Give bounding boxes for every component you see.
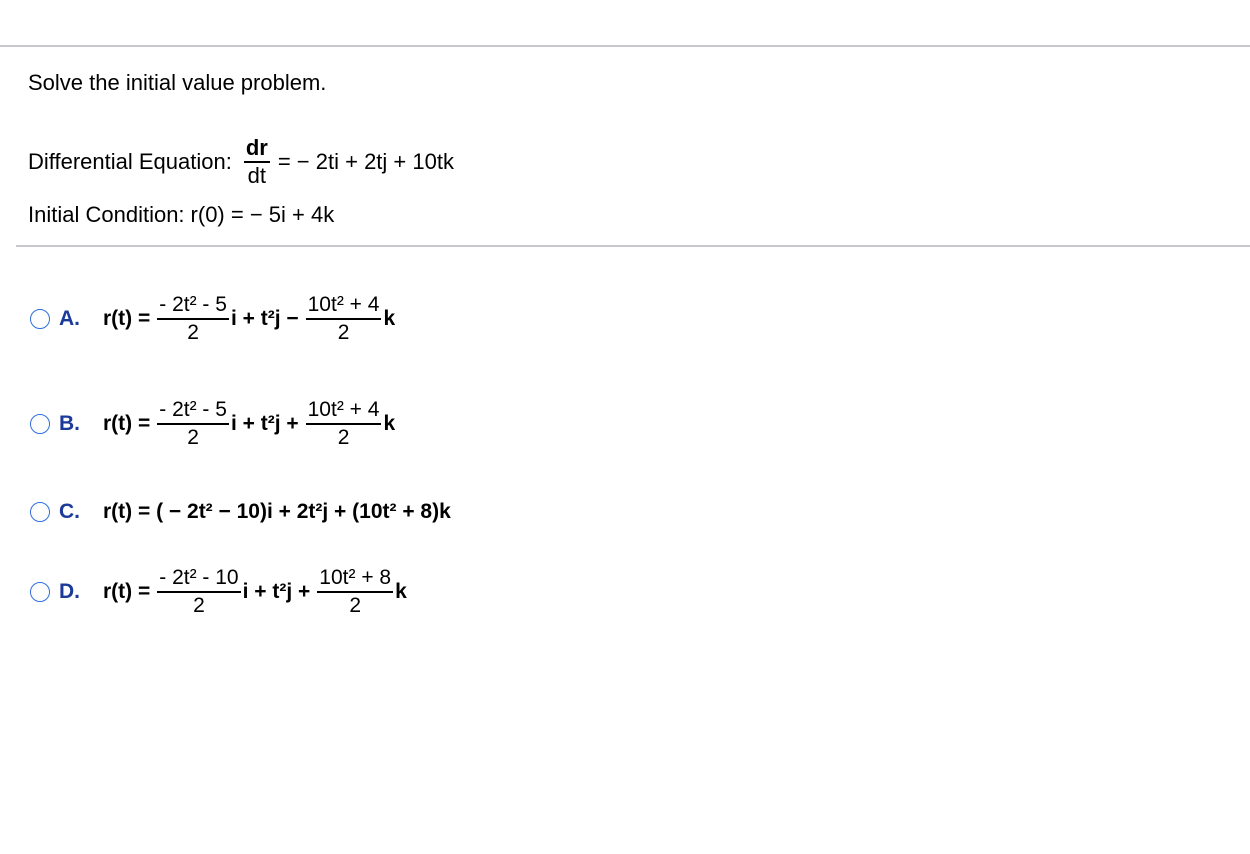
de-rhs: = − 2ti + 2tj + 10tk	[277, 148, 454, 174]
fraction-a1	[157, 292, 229, 346]
top-divider	[0, 45, 1250, 47]
fraction-d2-num: 10t² + 8	[319, 566, 392, 589]
option-letter-d: D.	[59, 579, 80, 603]
tail-d: k	[395, 579, 407, 603]
fraction-d1-den: 2	[193, 593, 205, 617]
mid-d: i + t²j +	[242, 579, 311, 603]
radio-button-b[interactable]	[30, 414, 50, 434]
fraction-a1-num: - 2t² - 5	[159, 293, 227, 316]
fraction-d1	[157, 565, 240, 619]
fraction-a2	[306, 292, 382, 346]
mid-a: i + t²j −	[230, 306, 299, 330]
radio-button-c[interactable]	[30, 502, 50, 522]
radio-button-a[interactable]	[30, 309, 50, 329]
fraction-b1-num: - 2t² - 5	[159, 398, 227, 421]
dr-numerator: dr	[245, 135, 268, 160]
mid-b: i + t²j +	[230, 411, 299, 435]
fraction-b1	[157, 397, 229, 451]
question-prompt: Solve the initial value problem.	[28, 70, 327, 95]
option-letter-c: C.	[59, 500, 80, 523]
option-d[interactable]	[30, 565, 407, 619]
ic-label: Initial Condition:	[28, 202, 185, 227]
fraction-b1-den: 2	[187, 425, 199, 449]
option-c-expression: r(t) = ( − 2t² − 10)i + 2t²j + (10t² + 8)k	[103, 500, 451, 523]
ic-value: r(0) = − 5i + 4k	[190, 202, 335, 227]
option-a[interactable]	[30, 292, 395, 346]
fraction-d2-den: 2	[349, 593, 362, 617]
fraction-d1-num: - 2t² - 10	[159, 566, 239, 589]
fraction-b2	[306, 397, 382, 451]
fraction-a1-den: 2	[187, 320, 199, 344]
option-letter-a: A.	[59, 306, 80, 330]
option-letter-b: B.	[59, 411, 80, 435]
dt-denominator: dt	[247, 162, 267, 188]
fraction-a2-num: 10t² + 4	[307, 293, 380, 316]
fraction-a2-den: 2	[337, 320, 350, 344]
radio-button-d[interactable]	[30, 582, 50, 602]
lhs-d: r(t) =	[103, 579, 151, 603]
option-c[interactable]	[30, 500, 451, 524]
lhs-a: r(t) =	[103, 306, 151, 330]
option-a-expression	[103, 292, 395, 346]
initial-condition-line	[28, 202, 334, 228]
mid-divider	[16, 245, 1250, 247]
lhs-b: r(t) =	[103, 411, 151, 435]
de-label: Differential Equation:	[28, 148, 232, 174]
fraction-d2	[317, 565, 393, 619]
fraction-b2-num: 10t² + 4	[307, 398, 380, 421]
tail-b: k	[383, 411, 396, 435]
fraction-b2-den: 2	[337, 425, 350, 449]
option-b-expression	[103, 397, 395, 451]
differential-equation-line	[28, 135, 454, 189]
option-b[interactable]	[30, 397, 395, 451]
dr-dt-fraction	[244, 135, 270, 189]
tail-a: k	[383, 306, 396, 330]
option-d-expression	[103, 565, 407, 619]
